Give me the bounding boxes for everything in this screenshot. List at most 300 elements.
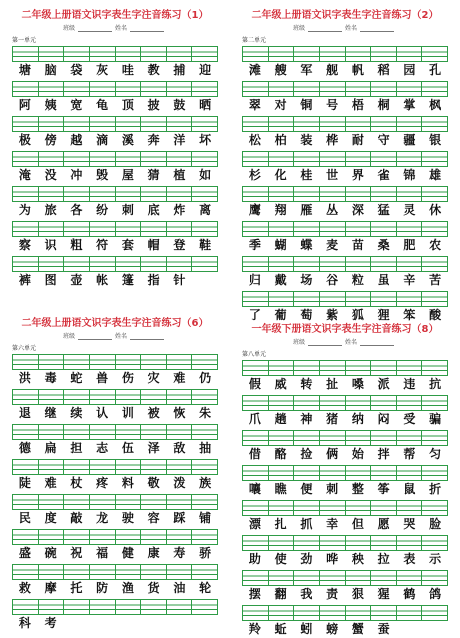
character: 柏 <box>274 133 287 147</box>
pinyin-cell <box>13 47 39 61</box>
pinyin-cell <box>64 187 90 201</box>
pinyin-cell <box>397 361 423 375</box>
character: 溪 <box>121 133 134 147</box>
pinyin-cell <box>320 571 346 585</box>
pinyin-cell <box>116 390 142 404</box>
pinyin-cell <box>269 361 295 375</box>
pinyin-cell <box>269 431 295 445</box>
pinyin-cell <box>13 390 39 404</box>
worksheet-panel-6 <box>12 314 218 632</box>
pinyin-cell <box>141 47 167 61</box>
character: 托 <box>70 581 83 595</box>
pinyin-grid <box>12 256 218 272</box>
character: 蛇 <box>70 371 83 385</box>
pinyin-grid <box>242 360 448 376</box>
pinyin-cell <box>397 222 423 236</box>
pinyin-cell <box>116 257 142 271</box>
student-info <box>12 23 218 32</box>
character: 助 <box>248 552 261 566</box>
pinyin-cell <box>243 257 269 271</box>
character: 泼 <box>173 476 186 490</box>
pinyin-grid <box>12 354 218 370</box>
character: 季 <box>248 238 261 252</box>
pinyin-cell <box>39 187 65 201</box>
character: 德 <box>18 441 31 455</box>
pinyin-grid <box>242 116 448 132</box>
pinyin-grid <box>12 186 218 202</box>
practice-row <box>12 599 218 632</box>
character: 泽 <box>147 441 160 455</box>
character: 狠 <box>351 587 364 601</box>
pinyin-cell <box>346 396 372 410</box>
pinyin-cell <box>90 530 116 544</box>
character: 度 <box>44 511 57 525</box>
pinyin-cell <box>90 355 116 369</box>
character: 顶 <box>121 98 134 112</box>
character: 枫 <box>429 98 442 112</box>
pinyin-cell <box>320 152 346 166</box>
pinyin-cell <box>371 292 397 306</box>
pinyin-cell <box>90 600 116 614</box>
pinyin-cell <box>39 600 65 614</box>
pinyin-cell <box>90 222 116 236</box>
character: 桐 <box>377 98 390 112</box>
pinyin-cell <box>13 257 39 271</box>
pinyin-cell <box>294 117 320 131</box>
character: 使 <box>274 552 287 566</box>
character: 肥 <box>403 238 416 252</box>
character-row <box>12 167 218 184</box>
character: 捡 <box>300 447 313 461</box>
character: 鼓 <box>173 98 186 112</box>
character: 示 <box>429 552 442 566</box>
pinyin-cell <box>141 495 167 509</box>
student-info <box>242 23 448 32</box>
pinyin-cell <box>269 466 295 480</box>
character: 洪 <box>18 371 31 385</box>
character: 盛 <box>18 546 31 560</box>
practice-row <box>12 424 218 457</box>
pinyin-cell <box>13 495 39 509</box>
pinyin-cell <box>397 292 423 306</box>
class-label: 班级 <box>62 333 75 340</box>
name-label: 姓名 <box>115 333 128 340</box>
pinyin-cell <box>13 425 39 439</box>
character: 耐 <box>351 133 364 147</box>
pinyin-grid <box>242 500 448 516</box>
character: 界 <box>351 168 364 182</box>
character: 塘 <box>18 63 31 77</box>
pinyin-cell <box>167 390 193 404</box>
pinyin-cell <box>294 187 320 201</box>
character-row <box>12 132 218 149</box>
pinyin-cell <box>243 431 269 445</box>
character: 坏 <box>199 133 212 147</box>
pinyin-grid <box>12 494 218 510</box>
pinyin-cell <box>320 536 346 550</box>
pinyin-cell <box>192 530 218 544</box>
character <box>115 615 141 632</box>
character: 对 <box>274 98 287 112</box>
character: 刺 <box>121 203 134 217</box>
pinyin-cell <box>141 187 167 201</box>
pinyin-cell <box>397 396 423 410</box>
character: 愿 <box>377 517 390 531</box>
pinyin-cell <box>397 152 423 166</box>
character: 守 <box>377 133 390 147</box>
pinyin-cell <box>243 571 269 585</box>
pinyin-cell <box>64 257 90 271</box>
pinyin-cell <box>346 536 372 550</box>
worksheet-title: 一年级下册语文识字表生字注音练习（8） <box>251 324 439 335</box>
pinyin-cell <box>192 425 218 439</box>
practice-row <box>242 256 448 289</box>
character: 碗 <box>44 546 57 560</box>
character: 劲 <box>300 552 313 566</box>
pinyin-cell <box>64 355 90 369</box>
pinyin-cell <box>167 47 193 61</box>
character: 龟 <box>96 98 109 112</box>
pinyin-cell <box>320 47 346 61</box>
character: 鹰 <box>248 203 261 217</box>
pinyin-cell <box>116 600 142 614</box>
pinyin-cell <box>294 431 320 445</box>
pinyin-cell <box>269 187 295 201</box>
character: 拉 <box>377 552 390 566</box>
pinyin-cell <box>371 257 397 271</box>
character: 抓 <box>300 517 313 531</box>
pinyin-cell <box>64 82 90 96</box>
pinyin-cell <box>320 501 346 515</box>
character: 葡 <box>274 308 287 322</box>
pinyin-cell <box>422 222 448 236</box>
unit-label: 第二单元 <box>242 37 267 44</box>
character: 漂 <box>248 517 261 531</box>
pinyin-cell <box>13 530 39 544</box>
character: 铺 <box>199 511 212 525</box>
pinyin-cell <box>39 117 65 131</box>
character: 威 <box>274 377 287 391</box>
character: 扎 <box>274 517 287 531</box>
pinyin-cell <box>64 425 90 439</box>
pinyin-cell <box>39 257 65 271</box>
character: 套 <box>121 238 134 252</box>
pinyin-cell <box>371 466 397 480</box>
character: 派 <box>377 377 390 391</box>
pinyin-cell <box>294 292 320 306</box>
pinyin-cell <box>346 187 372 201</box>
pinyin-cell <box>371 117 397 131</box>
pinyin-cell <box>422 257 448 271</box>
character: 教 <box>147 63 160 77</box>
pinyin-cell <box>167 460 193 474</box>
character: 迎 <box>199 63 212 77</box>
character: 疼 <box>96 476 109 490</box>
character: 敲 <box>70 511 83 525</box>
character: 转 <box>300 377 313 391</box>
pinyin-cell <box>371 536 397 550</box>
character: 螃 <box>326 622 339 636</box>
character: 辛 <box>403 273 416 287</box>
character: 冲 <box>70 168 83 182</box>
character: 姨 <box>44 98 57 112</box>
character: 刺 <box>326 482 339 496</box>
character: 油 <box>173 581 186 595</box>
character: 装 <box>300 133 313 147</box>
pinyin-cell <box>64 47 90 61</box>
character: 帐 <box>96 273 109 287</box>
class-label: 班级 <box>292 25 305 32</box>
pinyin-cell <box>141 257 167 271</box>
character: 鹤 <box>403 587 416 601</box>
character: 紫 <box>326 308 339 322</box>
pinyin-cell <box>39 495 65 509</box>
character: 民 <box>18 511 31 525</box>
pinyin-grid <box>12 529 218 545</box>
character: 深 <box>351 203 364 217</box>
pinyin-cell <box>192 222 218 236</box>
character: 雀 <box>377 168 390 182</box>
character: 翠 <box>248 98 261 112</box>
character-row <box>242 446 448 463</box>
character <box>89 615 115 632</box>
character: 志 <box>96 441 109 455</box>
class-blank <box>308 345 342 346</box>
character: 族 <box>199 476 212 490</box>
character: 嚷 <box>248 482 261 496</box>
practice-row <box>242 186 448 219</box>
pinyin-cell <box>422 187 448 201</box>
character: 艘 <box>274 63 287 77</box>
character: 敌 <box>173 441 186 455</box>
character: 桂 <box>300 168 313 182</box>
pinyin-cell <box>39 47 65 61</box>
pinyin-cell <box>192 390 218 404</box>
character: 篷 <box>121 273 134 287</box>
pinyin-cell <box>90 187 116 201</box>
class-label: 班级 <box>62 25 75 32</box>
pinyin-cell <box>167 152 193 166</box>
pinyin-cell <box>116 82 142 96</box>
pinyin-cell <box>422 571 448 585</box>
character: 了 <box>248 308 261 322</box>
practice-row <box>12 151 218 184</box>
character: 仍 <box>199 371 212 385</box>
character: 灾 <box>147 371 160 385</box>
pinyin-cell <box>116 222 142 236</box>
character: 银 <box>429 133 442 147</box>
character: 狸 <box>377 308 390 322</box>
practice-row <box>242 535 448 568</box>
unit-label: 第一单元 <box>12 37 37 44</box>
character: 洋 <box>173 133 186 147</box>
class-label: 班级 <box>292 339 305 346</box>
character-row <box>12 510 218 527</box>
character: 号 <box>326 98 339 112</box>
unit-label: 第六单元 <box>12 345 37 352</box>
character: 扁 <box>44 441 57 455</box>
character: 为 <box>18 203 31 217</box>
pinyin-cell <box>13 355 39 369</box>
character: 猩 <box>377 587 390 601</box>
pinyin-cell <box>64 117 90 131</box>
character: 容 <box>147 511 160 525</box>
character: 植 <box>173 168 186 182</box>
character: 料 <box>121 476 134 490</box>
character: 抽 <box>199 441 212 455</box>
pinyin-cell <box>320 606 346 620</box>
pinyin-cell <box>141 530 167 544</box>
character-row <box>12 615 218 632</box>
character: 化 <box>274 168 287 182</box>
character: 但 <box>351 517 364 531</box>
pinyin-grid <box>12 389 218 405</box>
pinyin-grid <box>12 46 218 62</box>
pinyin-cell <box>39 530 65 544</box>
pinyin-cell <box>13 187 39 201</box>
pinyin-cell <box>294 501 320 515</box>
pinyin-cell <box>141 152 167 166</box>
character: 猜 <box>147 168 160 182</box>
character: 苗 <box>351 238 364 252</box>
character: 桦 <box>326 133 339 147</box>
character: 极 <box>18 133 31 147</box>
character: 轮 <box>199 581 212 595</box>
character: 纷 <box>96 203 109 217</box>
pinyin-cell <box>269 396 295 410</box>
character: 军 <box>300 63 313 77</box>
pinyin-cell <box>371 606 397 620</box>
name-blank <box>360 345 394 346</box>
pinyin-cell <box>141 425 167 439</box>
character: 蟹 <box>351 622 364 636</box>
character: 恢 <box>173 406 186 420</box>
character: 违 <box>403 377 416 391</box>
character: 始 <box>351 447 364 461</box>
pinyin-cell <box>13 565 39 579</box>
character: 匀 <box>429 447 442 461</box>
character: 雁 <box>300 203 313 217</box>
pinyin-cell <box>346 47 372 61</box>
pinyin-grid <box>12 151 218 167</box>
pinyin-cell <box>116 152 142 166</box>
pinyin-cell <box>397 257 423 271</box>
character: 翻 <box>274 587 287 601</box>
pinyin-cell <box>64 530 90 544</box>
character: 梧 <box>351 98 364 112</box>
character: 毒 <box>44 371 57 385</box>
pinyin-cell <box>64 390 90 404</box>
character: 掌 <box>403 98 416 112</box>
character-row <box>242 411 448 428</box>
character: 拌 <box>377 447 390 461</box>
character: 陡 <box>18 476 31 490</box>
practice-row <box>12 81 218 114</box>
pinyin-grid <box>242 256 448 272</box>
character: 健 <box>121 546 134 560</box>
character: 摆 <box>248 587 261 601</box>
character: 救 <box>18 581 31 595</box>
character: 瞧 <box>274 482 287 496</box>
pinyin-grid <box>242 221 448 237</box>
character: 锦 <box>403 168 416 182</box>
character: 伍 <box>121 441 134 455</box>
character: 闷 <box>377 412 390 426</box>
pinyin-cell <box>167 222 193 236</box>
class-blank <box>78 339 112 340</box>
character: 铜 <box>300 98 313 112</box>
pinyin-cell <box>90 82 116 96</box>
pinyin-cell <box>192 117 218 131</box>
pinyin-cell <box>397 466 423 480</box>
pinyin-cell <box>39 390 65 404</box>
character: 傍 <box>44 133 57 147</box>
character: 疆 <box>403 133 416 147</box>
character: 筝 <box>377 482 390 496</box>
pinyin-grid <box>12 116 218 132</box>
character-row <box>12 97 218 114</box>
pinyin-cell <box>167 82 193 96</box>
character-row <box>242 97 448 114</box>
pinyin-cell <box>294 571 320 585</box>
character: 归 <box>248 273 261 287</box>
pinyin-cell <box>397 117 423 131</box>
character: 驶 <box>121 511 134 525</box>
character: 裤 <box>18 273 31 287</box>
pinyin-cell <box>243 82 269 96</box>
character: 图 <box>44 273 57 287</box>
practice-row <box>242 570 448 603</box>
pinyin-grid <box>242 151 448 167</box>
character: 幸 <box>326 517 339 531</box>
character: 趟 <box>274 412 287 426</box>
pinyin-cell <box>64 600 90 614</box>
character-row <box>12 580 218 597</box>
pinyin-cell <box>294 536 320 550</box>
pinyin-cell <box>13 152 39 166</box>
character: 受 <box>403 412 416 426</box>
character: 康 <box>147 546 160 560</box>
practice-row <box>242 430 448 463</box>
pinyin-cell <box>39 565 65 579</box>
character: 捕 <box>173 63 186 77</box>
character: 神 <box>300 412 313 426</box>
character: 粒 <box>351 273 364 287</box>
pinyin-cell <box>90 495 116 509</box>
pinyin-cell <box>243 606 269 620</box>
pinyin-cell <box>422 361 448 375</box>
character: 炸 <box>173 203 186 217</box>
character <box>192 272 218 289</box>
pinyin-cell <box>422 117 448 131</box>
character-row <box>242 376 448 393</box>
pinyin-cell <box>371 396 397 410</box>
pinyin-cell <box>371 501 397 515</box>
pinyin-cell <box>269 292 295 306</box>
pinyin-cell <box>39 222 65 236</box>
pinyin-cell <box>269 536 295 550</box>
character: 鞋 <box>199 238 212 252</box>
practice-row <box>12 459 218 492</box>
character: 桑 <box>377 238 390 252</box>
character: 羚 <box>248 622 261 636</box>
pinyin-grid <box>242 535 448 551</box>
pinyin-cell <box>64 495 90 509</box>
pinyin-cell <box>192 460 218 474</box>
pinyin-cell <box>422 152 448 166</box>
character: 祝 <box>70 546 83 560</box>
character-row <box>12 475 218 492</box>
